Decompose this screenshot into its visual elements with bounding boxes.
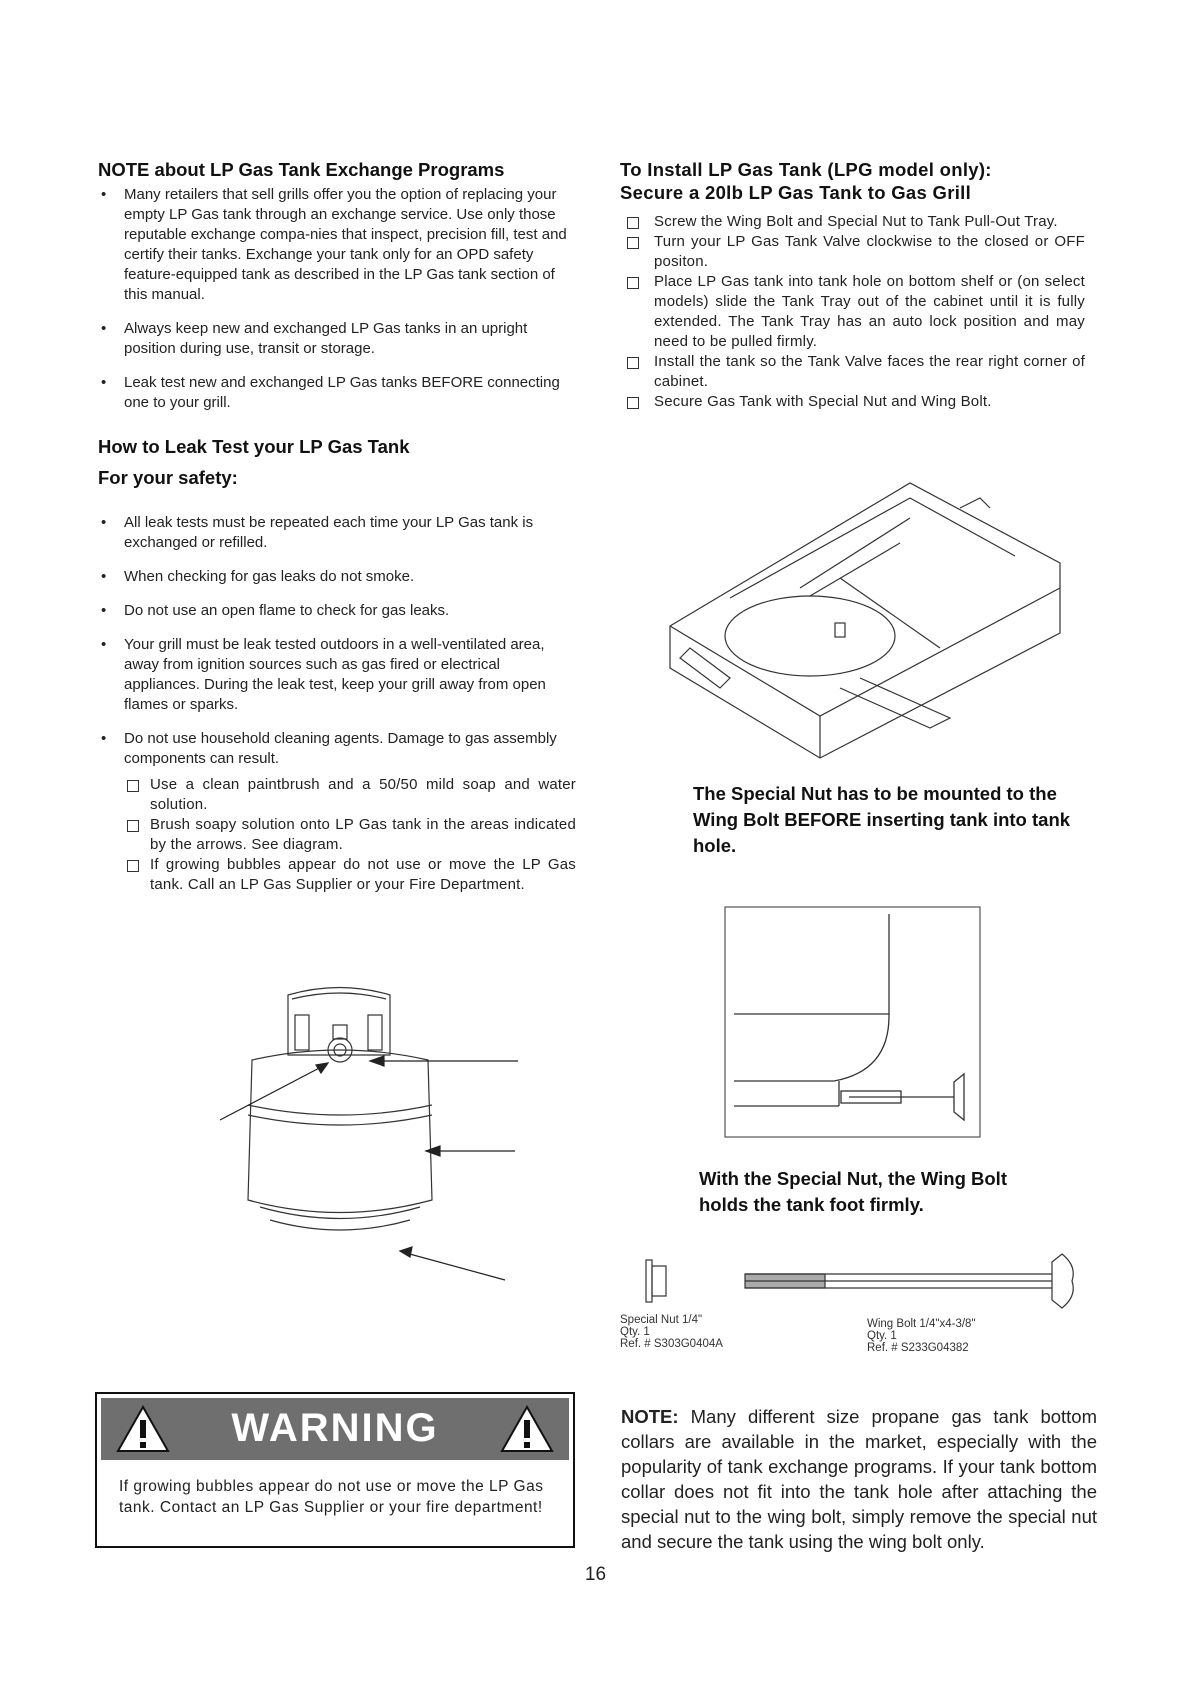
special-nut-ref: Ref. # S303G0404A (620, 1338, 723, 1350)
list-item: • Always keep new and exchanged LP Gas tanks in an upright position during use, transit or storage. (98, 319, 576, 359)
list-item: • Your grill must be leak tested outdoors in a well-ventilated area, away from ignition sources such as gas fired or electrical appliances. During the leak test, keep your grill away from open flames or sparks. (98, 635, 576, 715)
checklist-item: Place LP Gas tank into tank hole on bottom shelf or (on select models) slide the Tank Tray out of the cabinet until it is fully extended. The Tank Tray has an auto lock position and may need to be pulled firmly. (620, 272, 1085, 352)
warning-box (95, 1392, 575, 1548)
install-subheading: Secure a 20lb LP Gas Tank to Gas Grill (620, 182, 972, 203)
special-nut-label (620, 1314, 723, 1350)
checklist-item: Secure Gas Tank with Special Nut and Wing Bolt. (620, 392, 1085, 412)
exchange-heading: NOTE about LP Gas Tank Exchange Programs (98, 159, 505, 180)
install-heading: To Install LP Gas Tank (LPG model only): (620, 159, 992, 180)
install-steps (620, 212, 1085, 412)
checklist-item: Install the tank so the Tank Valve faces the rear right corner of cabinet. (620, 352, 1085, 392)
list-item: • Many retailers that sell grills offer you the option of replacing your empty LP Gas tank through an exchange service. Use only those reputable exchange compa-nies that inspect, precision fill, test and certify their tanks. Exchange your tank only for an OPD safety feature-equipped tank as described in the LP Gas tank section of this manual. (98, 185, 576, 305)
list-item: • Leak test new and exchanged LP Gas tanks BEFORE connecting one to your grill. (98, 373, 576, 413)
caption-nut-mount: The Special Nut has to be mounted to the Wing Bolt BEFORE inserting tank into tank hole. (693, 783, 1071, 856)
wing-bolt-detail-diagram (724, 906, 981, 1138)
right-column (620, 158, 1085, 412)
list-item: • Do not use an open flame to check for gas leaks. (98, 601, 576, 621)
special-nut-name: Special Nut 1/4" (620, 1314, 703, 1326)
caption-wing-bolt: With the Special Nut, the Wing Bolt holds the tank foot firmly. (699, 1168, 1007, 1215)
warning-title: WARNING (231, 1406, 439, 1450)
special-nut-qty: Qty. 1 (620, 1326, 650, 1338)
checklist-item: Screw the Wing Bolt and Special Nut to Tank Pull-Out Tray. (620, 212, 1085, 232)
wing-bolt-ref: Ref. # S233G04382 (867, 1342, 969, 1354)
list-item: • Do not use household cleaning agents. Damage to gas assembly components can result. (98, 729, 576, 769)
checklist-item: Turn your LP Gas Tank Valve clockwise to the closed or OFF positon. (620, 232, 1085, 272)
tank-tray-diagram (660, 478, 1070, 763)
note-label: NOTE: (621, 1406, 679, 1427)
checklist-item: Brush soapy solution onto LP Gas tank in the areas indicated by the arrows. See diagram. (120, 815, 576, 855)
lp-tank-diagram (200, 985, 530, 1285)
tank-collar-note (621, 1404, 1097, 1554)
checklist-item: Use a clean paintbrush and a 50/50 mild soap and water solution. (120, 775, 576, 815)
list-item: • When checking for gas leaks do not smoke. (98, 567, 576, 587)
wing-bolt-name: Wing Bolt 1/4"x4-3/8" (867, 1318, 976, 1330)
left-column (98, 158, 576, 895)
wing-bolt-qty: Qty. 1 (867, 1330, 897, 1342)
parts-diagram (632, 1248, 1092, 1313)
warning-banner (101, 1398, 569, 1460)
safety-bullet-list (98, 513, 576, 769)
list-item: • All leak tests must be repeated each time your LP Gas tank is exchanged or refilled. (98, 513, 576, 553)
wing-bolt-label (867, 1318, 976, 1354)
leak-test-steps (120, 775, 576, 895)
warning-triangle-icon (499, 1404, 555, 1454)
leak-test-heading: How to Leak Test your LP Gas Tank (98, 436, 410, 457)
safety-heading: For your safety: (98, 467, 238, 488)
exchange-bullet-list (98, 185, 576, 413)
checklist-item: If growing bubbles appear do not use or move the LP Gas tank. Call an LP Gas Supplier or your Fire Department. (120, 855, 576, 895)
note-text: Many different size propane gas tank bottom collars are available in the market, especially with the popularity of tank exchange programs. If your tank bottom collar does not fit into the tank hole after attaching the special nut to the wing bolt, simply remove the special nut and secure the tank using the wing bolt only. (621, 1406, 1097, 1552)
warning-text: If growing bubbles appear do not use or move the LP Gas tank. Contact an LP Gas Supplier or your fire department! (119, 1478, 544, 1516)
page-number: 16 (584, 1564, 607, 1585)
